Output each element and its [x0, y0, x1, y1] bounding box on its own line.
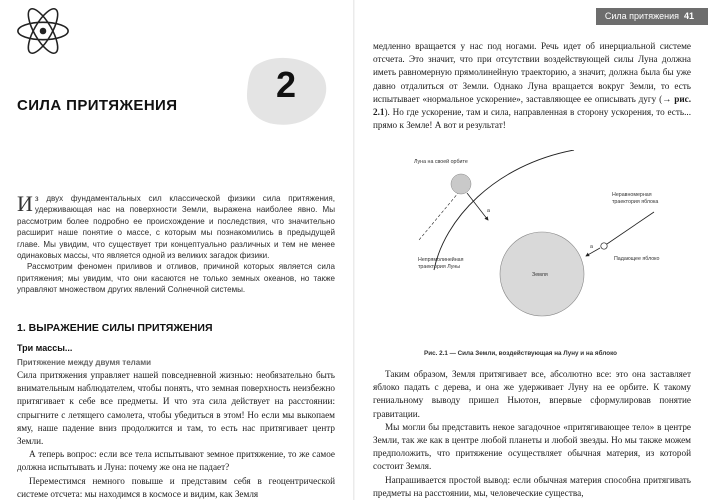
- figure-earth-moon-apple: [414, 150, 664, 335]
- apple-trajectory: [604, 212, 654, 246]
- body-text: медленно вращается у нас под ногами. Речь идет об инерциальной системе отсчета. Это значит, что при отсутствии воздействующей силы Луна должна иметь равномерную прямолинейную траекторию, а значит, должна была бы уже давно отдалиться от Земли. Однако Луна вращается вокруг Земли, то есть испытывает «нормальное ускорение», заставляющее ее описывать дугу (→: [373, 41, 691, 104]
- subsection-title: Три массы...: [17, 343, 73, 353]
- page-number: 41: [683, 11, 694, 21]
- label-moon-trajectory: траектория Луны: [418, 264, 461, 270]
- chapter-number: 2: [275, 64, 297, 105]
- body-paragraph: Переместимся немного повыше и представим себя в геоцентрической системе отсчета: мы находимся в космосе и видим, как Земля: [17, 475, 335, 499]
- chapter-title: СИЛА ПРИТЯЖЕНИЯ: [17, 97, 178, 114]
- label-moon-orbit: Луна на своей орбите: [414, 159, 468, 165]
- body-text: ). Но где ускорение, там и сила, направленная в сторону ускорения, то есть... прямо к Земле! А вот и результат!: [373, 107, 691, 131]
- body-paragraph: Напрашивается простой вывод: если обычная материя способна притягивать предметы на расстоянии, мы, человеческие существа,: [373, 474, 691, 498]
- moon-vector-label: a: [487, 208, 490, 214]
- apple-vector-label: a: [590, 244, 593, 250]
- apple-acceleration-vector: [586, 248, 600, 256]
- figure-caption: Рис. 2.1 — Сила Земли, воздействующая на Луну и на яблоко: [424, 350, 618, 357]
- running-head: [605, 11, 694, 21]
- intro-paragraph: Рассмотрим феномен приливов и отливов, причиной которых является сила притяжения; мы увидим, что они касаются не только земных океанов, но также управляют множеством других явлений Солнечной системы.: [17, 262, 335, 295]
- apple: [601, 243, 607, 249]
- left-body-text: [17, 369, 335, 500]
- right-page: [354, 0, 708, 500]
- running-head-title: Сила притяжения: [604, 11, 679, 21]
- right-body-text-top: [373, 40, 691, 132]
- body-paragraph: Сила притяжения управляет нашей повседневной жизнью: необязательно быть внимательным наблюдателем, чтобы понять, что земная поверхность неизбежно притягивает к себе все предметы. И что эта сила действует на расстоянии: спрыгните с летящего самолета, чтобы убедиться в этом! Но если мы выкопаем яму, наше падение вниз продолжится и там, то есть нас притягивает центр Земли.: [17, 370, 335, 447]
- intro-paragraph: [17, 193, 335, 261]
- label-moon-trajectory: Непрямолинейная: [418, 257, 464, 263]
- label-apple-trajectory: траектория яблока: [612, 199, 659, 205]
- label-falling-apple: Падающее яблоко: [614, 256, 660, 262]
- intro-paragraph-text: з двух фундаментальных сил классической физики сила притяжения, удерживающая нас на поверхности Земли, выражена наиболее явно. Мы рассмотрим более подробно ее происхождение и последствия, что значительно расширит наше понятие о массе, с которым мы познакомились в предыдущей главе. Мы увидим, что существует три концептуально различных и тем не менее одинаковых массы, что является одной из великих загадок физики.: [17, 194, 335, 261]
- subsubsection-title: Притяжение между двумя телами: [17, 358, 152, 367]
- chapter-intro: [17, 193, 335, 296]
- label-earth: Земля: [532, 272, 548, 278]
- label-apple-trajectory: Неравномерная: [612, 192, 652, 198]
- atom-icon: [14, 2, 72, 60]
- body-paragraph: Мы могли бы представить некое загадочное «притягивающее тело» в центре Земли, так же как в центре любой планеты и любой звезды. Но мы также можем предположить, что притяжение осуществляет обычная материя, из которой состоит Земля.: [373, 421, 691, 472]
- drop-cap: И: [17, 191, 33, 216]
- section-title: 1. ВЫРАЖЕНИЕ СИЛЫ ПРИТЯЖЕНИЯ: [17, 322, 213, 334]
- body-paragraph: [373, 40, 691, 132]
- body-paragraph: Таким образом, Земля притягивает все, абсолютно все: это она заставляет яблоко падать с дерева, и она же удерживает Луну на ее орбите. К такому гениальному выводу пришел Ньютон, впервые сформулировав понятие гравитации.: [373, 369, 691, 419]
- body-paragraph: А теперь вопрос: если все тела испытывают земное притяжение, то же самое должна испытывать и Луна: почему же она не падает?: [17, 449, 335, 473]
- figure-reference: рис. 2.1: [373, 93, 691, 118]
- moon: [451, 174, 471, 194]
- right-body-text-bottom: [373, 368, 691, 500]
